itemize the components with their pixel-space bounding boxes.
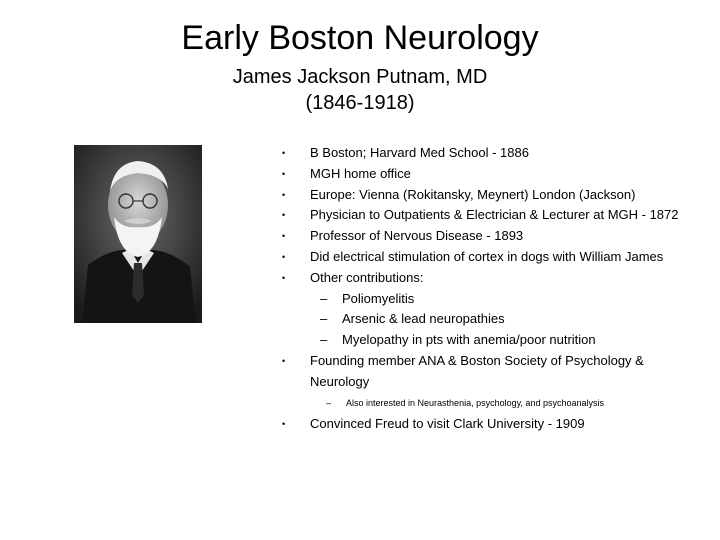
bullet-text: Other contributions: (310, 269, 424, 285)
dash-glyph: – (326, 397, 332, 408)
bullet-list (282, 143, 702, 434)
dash-glyph: – (320, 332, 328, 348)
bullet-item (282, 247, 702, 268)
sub-bullet-text: Poliomyelitis (342, 290, 415, 306)
bullet-text: B Boston; Harvard Med School - 1886 (310, 145, 529, 160)
bullet-item (282, 143, 702, 164)
bullet-item (282, 268, 702, 289)
bullet-item (282, 414, 702, 435)
sub-bullet-item (282, 289, 702, 310)
sub-bullet-text: Arsenic & lead neuropathies (342, 311, 505, 327)
dash-glyph: – (320, 290, 328, 306)
portrait-photo (74, 145, 202, 323)
bullet-glyph: • (282, 189, 286, 200)
bullet-text: Convinced Freud to visit Clark University - 1909 (310, 415, 585, 431)
bullet-item (282, 351, 702, 393)
bullet-item (282, 185, 702, 206)
bullet-text: Europe: Vienna (Rokitansky, Meynert) London (Jackson) (310, 186, 636, 202)
bullet-glyph: • (282, 418, 286, 429)
slide-subtitle (0, 64, 720, 116)
bullet-text: Physician to Outpatients & Electrician & Lecturer at MGH - 1872 (310, 207, 679, 223)
bullet-glyph: • (282, 231, 286, 242)
bullet-glyph: • (282, 251, 286, 262)
sub-bullet-text: Also interested in Neurasthenia, psychology, and psychoanalysis (346, 397, 604, 408)
sub-bullet-item (282, 396, 702, 411)
bullet-glyph: • (282, 272, 286, 283)
bullet-glyph: • (282, 168, 286, 179)
bullet-glyph: • (282, 355, 286, 366)
bullet-glyph: • (282, 210, 286, 221)
sub-bullet-text: Myelopathy in pts with anemia/poor nutrition (342, 332, 596, 348)
slide-title: Early Boston Neurology (181, 19, 539, 57)
bullet-glyph: • (282, 148, 286, 158)
sub-bullet-item (282, 330, 702, 351)
bullet-text: Professor of Nervous Disease - 1893 (310, 228, 524, 244)
bullet-item (282, 226, 702, 247)
dash-glyph: – (320, 311, 328, 327)
bullet-item (282, 164, 702, 185)
subtitle-name: James Jackson Putnam, MD (232, 66, 488, 88)
subtitle-years: (1846-1918) (305, 92, 415, 114)
bullet-text: Did electrical stimulation of cortex in dogs with William James (310, 248, 664, 264)
bullet-item (282, 205, 702, 226)
sub-bullet-item (282, 309, 702, 330)
bullet-text: Founding member ANA & Boston Society of Psychology & Neurology (310, 352, 644, 389)
bullet-text: MGH home office (310, 165, 411, 181)
